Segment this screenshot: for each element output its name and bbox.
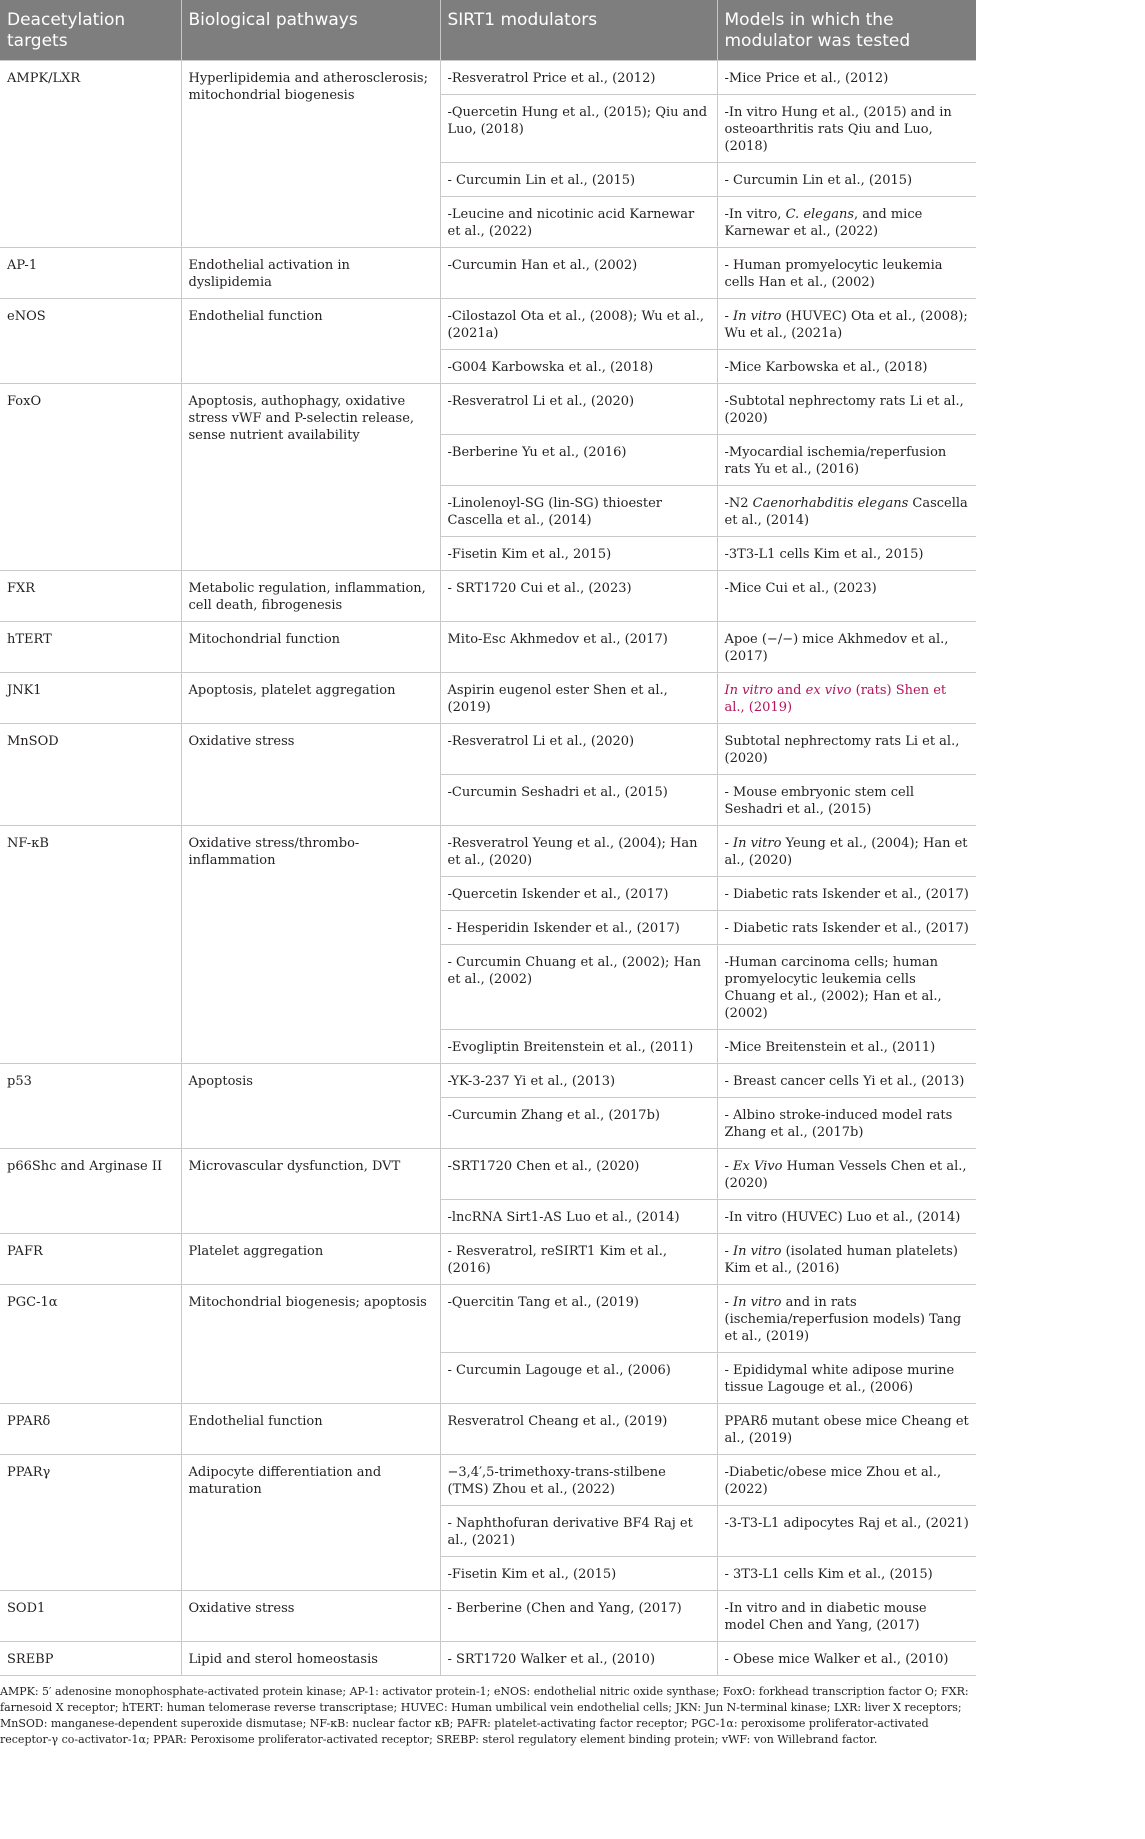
modulator-cell: -Linolenoyl-SG (lin-SG) thioester Cascella et al., (2014) [440,486,717,537]
modulator-cell: -Curcumin Seshadri et al., (2015) [440,775,717,826]
model-cell: -N2 Caenorhabditis elegans Cascella et al., (2014) [717,486,976,537]
target-cell: PPARδ [0,1404,181,1455]
target-cell: AMPK/LXR [0,61,181,248]
model-cell: - Albino stroke-induced model rats Zhang et al., (2017b) [717,1098,976,1149]
modulator-cell: -Quercetin Hung et al., (2015); Qiu and Luo, (2018) [440,95,717,163]
pathway-cell: Adipocyte differentiation and maturation [181,1455,440,1591]
model-cell: -In vitro (HUVEC) Luo et al., (2014) [717,1200,976,1234]
target-cell: PGC-1α [0,1285,181,1404]
model-cell: Apoe (−/−) mice Akhmedov et al., (2017) [717,622,976,673]
model-cell: - Breast cancer cells Yi et al., (2013) [717,1064,976,1098]
modulator-cell: - Hesperidin Iskender et al., (2017) [440,911,717,945]
table-row [0,1285,976,1353]
col-header-targets: Deacetylation targets [0,0,181,61]
table-row [0,299,976,350]
modulator-cell: -lncRNA Sirt1-AS Luo et al., (2014) [440,1200,717,1234]
model-cell: - Diabetic rats Iskender et al., (2017) [717,911,976,945]
target-cell: FoxO [0,384,181,571]
pathway-cell: Endothelial function [181,299,440,384]
model-cell: - 3T3-L1 cells Kim et al., (2015) [717,1557,976,1591]
col-header-modulators: SIRT1 modulators [440,0,717,61]
model-cell: - Mouse embryonic stem cell Seshadri et al., (2015) [717,775,976,826]
model-cell: -Mice Cui et al., (2023) [717,571,976,622]
pathway-cell: Hyperlipidemia and atherosclerosis; mitochondrial biogenesis [181,61,440,248]
modulator-cell: - Curcumin Lagouge et al., (2006) [440,1353,717,1404]
modulator-cell: - Curcumin Lin et al., (2015) [440,163,717,197]
table-row [0,673,976,724]
pathway-cell: Oxidative stress [181,724,440,826]
model-cell: -3T3-L1 cells Kim et al., 2015) [717,537,976,571]
model-cell: Subtotal nephrectomy rats Li et al., (2020) [717,724,976,775]
model-cell: PPARδ mutant obese mice Cheang et al., (2019) [717,1404,976,1455]
header-row [0,0,976,61]
model-cell: - Diabetic rats Iskender et al., (2017) [717,877,976,911]
modulator-cell: - Naphthofuran derivative BF4 Raj et al., (2021) [440,1506,717,1557]
col-header-pathways: Biological pathways [181,0,440,61]
model-cell: -Mice Breitenstein et al., (2011) [717,1030,976,1064]
table-body [0,61,976,1676]
pathway-cell: Lipid and sterol homeostasis [181,1642,440,1676]
col-header-models: Models in which the modulator was tested [717,0,976,61]
table-row [0,248,976,299]
model-cell: - Ex Vivo Human Vessels Chen et al., (2020) [717,1149,976,1200]
target-cell: p66Shc and Arginase II [0,1149,181,1234]
model-cell: - In vitro and in rats (ischemia/reperfusion models) Tang et al., (2019) [717,1285,976,1353]
table-row [0,1064,976,1098]
model-cell: -In vitro Hung et al., (2015) and in osteoarthritis rats Qiu and Luo, (2018) [717,95,976,163]
table-row [0,1642,976,1676]
modulator-cell: - Berberine (Chen and Yang, (2017) [440,1591,717,1642]
model-cell: -Human carcinoma cells; human promyelocytic leukemia cells Chuang et al., (2002); Han et al., (2002) [717,945,976,1030]
modulator-cell: -Quercitin Tang et al., (2019) [440,1285,717,1353]
target-cell: FXR [0,571,181,622]
target-cell: MnSOD [0,724,181,826]
pathway-cell: Oxidative stress/thrombo-inflammation [181,826,440,1064]
modulator-cell: Resveratrol Cheang et al., (2019) [440,1404,717,1455]
modulator-cell: Aspirin eugenol ester Shen et al., (2019) [440,673,717,724]
modulator-cell: -Cilostazol Ota et al., (2008); Wu et al., (2021a) [440,299,717,350]
modulator-cell: -YK-3-237 Yi et al., (2013) [440,1064,717,1098]
pathway-cell: Oxidative stress [181,1591,440,1642]
table-row [0,61,976,95]
table-row [0,622,976,673]
pathway-cell: Mitochondrial function [181,622,440,673]
modulator-cell: -SRT1720 Chen et al., (2020) [440,1149,717,1200]
modulator-cell: -G004 Karbowska et al., (2018) [440,350,717,384]
table-row [0,826,976,877]
modulator-cell: -Quercetin Iskender et al., (2017) [440,877,717,911]
pathway-cell: Apoptosis, platelet aggregation [181,673,440,724]
target-cell: hTERT [0,622,181,673]
model-cell: -Mice Price et al., (2012) [717,61,976,95]
pathway-cell: Metabolic regulation, inflammation, cell death, fibrogenesis [181,571,440,622]
modulator-cell: - SRT1720 Cui et al., (2023) [440,571,717,622]
target-cell: eNOS [0,299,181,384]
table-row [0,571,976,622]
model-cell: - Human promyelocytic leukemia cells Han et al., (2002) [717,248,976,299]
model-cell: - In vitro Yeung et al., (2004); Han et al., (2020) [717,826,976,877]
target-cell: SOD1 [0,1591,181,1642]
model-cell: - Curcumin Lin et al., (2015) [717,163,976,197]
model-cell: - Obese mice Walker et al., (2010) [717,1642,976,1676]
modulator-cell: -Resveratrol Li et al., (2020) [440,724,717,775]
table-row [0,724,976,775]
footnote: AMPK: 5′ adenosine monophosphate-activated protein kinase; AP-1: activator protein-1; eNOS: endothelial nitric oxide synthase; FoxO: forkhead transcription factor O; FXR: farnesoid X receptor; hTERT: human telomerase reverse transcriptase; HUVEC: Human umbilical vein endothelial cells; JKN: Jun N-terminal kinase; LXR: liver X receptors; MnSOD: manganese-dependent superoxide dismutase; NF-κB: nuclear factor κB; PAFR: platelet-activating factor receptor; PGC-1α: peroxisome proliferator-activated receptor-γ co-activator-1α; PPAR: Peroxisome proliferator-activated receptor; SREBP: sterol regulatory element binding protein; vWF: von Willebrand factor. [0,1685,969,1746]
model-cell: -In vitro, C. elegans, and mice Karnewar et al., (2022) [717,197,976,248]
pathway-cell: Platelet aggregation [181,1234,440,1285]
modulator-cell: - SRT1720 Walker et al., (2010) [440,1642,717,1676]
modulator-cell: −3,4′,5-trimethoxy-trans-stilbene (TMS) Zhou et al., (2022) [440,1455,717,1506]
target-cell: JNK1 [0,673,181,724]
model-cell: -Subtotal nephrectomy rats Li et al., (2020) [717,384,976,435]
modulator-cell: -Curcumin Han et al., (2002) [440,248,717,299]
pathway-cell: Endothelial function [181,1404,440,1455]
modulator-cell: -Curcumin Zhang et al., (2017b) [440,1098,717,1149]
model-cell: In vitro and ex vivo (rats) Shen et al., (2019) [717,673,976,724]
pathway-cell: Mitochondrial biogenesis; apoptosis [181,1285,440,1404]
pathway-cell: Microvascular dysfunction, DVT [181,1149,440,1234]
table-row [0,1234,976,1285]
table-row [0,1455,976,1506]
pathway-cell: Apoptosis, authophagy, oxidative stress vWF and P-selectin release, sense nutrient availability [181,384,440,571]
model-cell: -In vitro and in diabetic mouse model Chen and Yang, (2017) [717,1591,976,1642]
model-cell: -Myocardial ischemia/reperfusion rats Yu et al., (2016) [717,435,976,486]
model-cell: -Diabetic/obese mice Zhou et al., (2022) [717,1455,976,1506]
model-cell: -Mice Karbowska et al., (2018) [717,350,976,384]
modulator-cell: Mito-Esc Akhmedov et al., (2017) [440,622,717,673]
model-cell: - In vitro (HUVEC) Ota et al., (2008); Wu et al., (2021a) [717,299,976,350]
target-cell: PAFR [0,1234,181,1285]
modulator-cell: - Resveratrol, reSIRT1 Kim et al., (2016) [440,1234,717,1285]
table-row [0,1591,976,1642]
modulator-cell: -Berberine Yu et al., (2016) [440,435,717,486]
target-cell: p53 [0,1064,181,1149]
modulator-cell: -Evogliptin Breitenstein et al., (2011) [440,1030,717,1064]
modulator-cell: -Fisetin Kim et al., (2015) [440,1557,717,1591]
modulator-cell: -Leucine and nicotinic acid Karnewar et al., (2022) [440,197,717,248]
target-cell: NF-κB [0,826,181,1064]
modulator-cell: - Curcumin Chuang et al., (2002); Han et al., (2002) [440,945,717,1030]
pathway-cell: Apoptosis [181,1064,440,1149]
model-cell: - In vitro (isolated human platelets) Kim et al., (2016) [717,1234,976,1285]
modulator-cell: -Resveratrol Li et al., (2020) [440,384,717,435]
modulator-cell: -Fisetin Kim et al., 2015) [440,537,717,571]
modulator-cell: -Resveratrol Price et al., (2012) [440,61,717,95]
pathway-cell: Endothelial activation in dyslipidemia [181,248,440,299]
table-row [0,384,976,435]
target-cell: AP-1 [0,248,181,299]
model-cell: -3-T3-L1 adipocytes Raj et al., (2021) [717,1506,976,1557]
target-cell: PPARγ [0,1455,181,1591]
modulator-cell: -Resveratrol Yeung et al., (2004); Han et al., (2020) [440,826,717,877]
table-row [0,1404,976,1455]
target-cell: SREBP [0,1642,181,1676]
table-row [0,1149,976,1200]
model-cell: - Epididymal white adipose murine tissue Lagouge et al., (2006) [717,1353,976,1404]
